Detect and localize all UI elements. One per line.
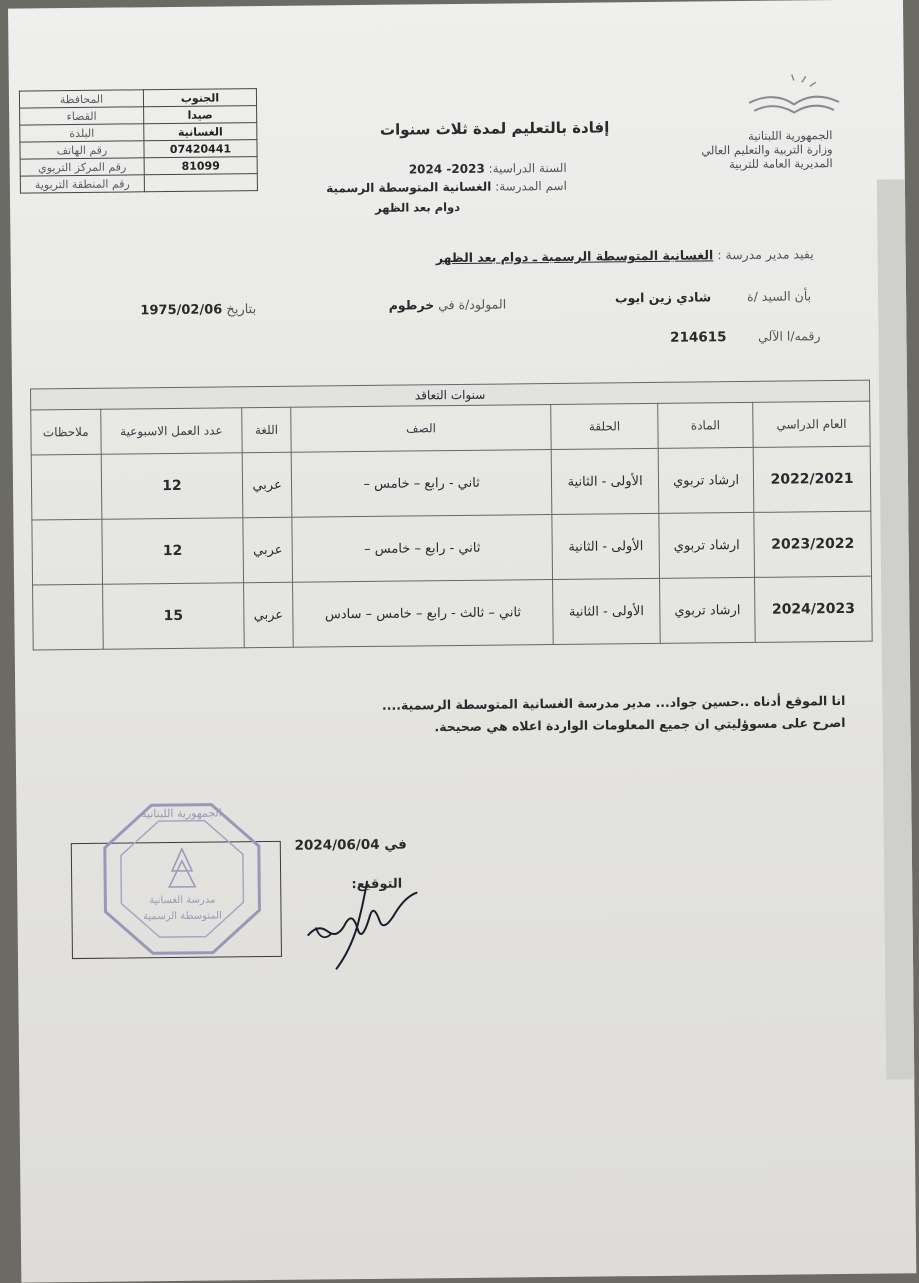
seal-text-top: الجمهورية اللبنانية xyxy=(141,806,222,821)
date-label: بتاريخ xyxy=(226,302,257,318)
column-header: عدد العمل الاسبوعية xyxy=(100,408,242,454)
ministry-line-1: الجمهورية اللبنانية xyxy=(747,128,833,143)
director-school: الغسانية المتوسطة الرسمية ـ دوام بعد الظهر xyxy=(435,247,714,266)
cell-cycle: الأولى - الثانية xyxy=(551,448,658,514)
declaration-line-2: اصرح على مسوؤليتي ان جميع المعلومات الواردة اعلاه هي صحيحة. xyxy=(434,714,846,735)
info-row xyxy=(20,174,257,193)
born-place: خرطوم xyxy=(388,297,435,313)
director-label: يفيد مدير مدرسة : xyxy=(717,246,814,263)
column-header: المادة xyxy=(658,402,754,448)
column-header: اللغة xyxy=(242,407,291,453)
signature-label: التوقيع: xyxy=(351,876,403,893)
cell-cycle: الأولى - الثانية xyxy=(553,578,660,644)
declaration-line-1: انا الموقع أدناه ..حسين جواد... مدير مدرسة الغسانية المتوسطة الرسمية.... xyxy=(381,692,846,713)
cell-notes xyxy=(31,454,101,520)
info-value: 07420441 xyxy=(144,140,257,158)
document-page xyxy=(8,0,916,1283)
cell-subject: ارشاد تربوي xyxy=(658,447,754,513)
document-title: إفادة بالتعليم لمدة ثلاث سنوات xyxy=(379,118,610,139)
ministry-logo-icon xyxy=(744,72,845,123)
cell-notes xyxy=(32,519,102,585)
birth-date-row xyxy=(140,302,256,318)
date-prefix: في xyxy=(384,836,407,853)
contract-table xyxy=(30,380,873,651)
info-value: صيدا xyxy=(144,106,257,124)
school-shift: دوام بعد الظهر xyxy=(374,199,461,215)
cell-language: عربي xyxy=(244,582,293,648)
column-header: الحلقة xyxy=(551,403,658,449)
cell-subject: ارشاد تربوي xyxy=(659,512,755,578)
id-value: 214615 xyxy=(670,329,727,346)
info-label: رقم الهاتف xyxy=(20,141,144,159)
info-value xyxy=(144,174,257,192)
person-name: شادي زين ايوب xyxy=(614,289,712,306)
table-row xyxy=(31,446,871,520)
official-seal-icon xyxy=(96,798,268,960)
cell-grades: ثاني - رابع – خامس – xyxy=(292,515,553,583)
cell-notes xyxy=(33,584,103,650)
seal-text-middle: مدرسة الغسانية xyxy=(149,894,216,907)
info-label: البلدة xyxy=(20,124,144,142)
cell-year: 2022/2021 xyxy=(753,446,871,512)
cell-language: عربي xyxy=(242,452,291,518)
column-header: العام الدراسي xyxy=(753,401,870,447)
page-edge xyxy=(877,179,914,1079)
column-header: الصف xyxy=(291,405,552,453)
school-year-value: 2023- 2024 xyxy=(408,161,485,177)
school-year-row xyxy=(409,161,567,177)
birth-date: 1975/02/06 xyxy=(140,302,223,319)
cell-cycle: الأولى - الثانية xyxy=(552,513,659,579)
table-row xyxy=(33,576,873,650)
table-row xyxy=(32,511,872,585)
cell-year: 2024/2023 xyxy=(755,576,873,642)
signature-date: 2024/06/04 xyxy=(294,836,380,854)
cell-grades: ثاني – ثالث - رابع – خامس – سادس xyxy=(292,580,553,648)
school-info-table xyxy=(19,88,258,193)
id-label: رقمه/ا الآلي xyxy=(757,328,821,344)
contract-table-caption: سنوات التعاقد xyxy=(31,380,870,410)
cell-subject: ارشاد تربوي xyxy=(659,577,755,643)
born-label: المولود/ة في xyxy=(438,296,507,313)
cell-hours: 12 xyxy=(101,453,243,519)
cell-grades: ثاني - رابع – خامس – xyxy=(291,450,552,518)
school-name-value: الغسانية المتوسطة الرسمية xyxy=(326,179,492,196)
cell-hours: 12 xyxy=(102,518,244,584)
cell-hours: 15 xyxy=(102,583,244,649)
handwritten-signature-icon xyxy=(297,872,438,973)
ministry-heading xyxy=(701,128,833,171)
cell-year: 2023/2022 xyxy=(754,511,872,577)
ministry-line-3: المديرية العامة للتربية xyxy=(728,156,833,172)
school-year-label: السنة الدراسية: xyxy=(488,160,567,176)
birthplace-row xyxy=(389,296,507,312)
school-name-label: اسم المدرسة: xyxy=(495,178,567,194)
info-value: 81099 xyxy=(144,157,257,175)
info-value: الجنوب xyxy=(143,89,256,107)
director-line xyxy=(436,246,814,265)
cell-language: عربي xyxy=(243,517,292,583)
mr-label: بأن السيد /ة xyxy=(747,288,812,304)
info-label: رقم المركز التربوي xyxy=(20,158,144,176)
column-header: ملاحظات xyxy=(31,409,101,455)
ministry-line-2: وزارة التربية والتعليم العالي xyxy=(701,142,833,158)
info-label: القضاء xyxy=(20,107,144,125)
info-label: المحافظة xyxy=(19,90,143,108)
info-value: الغسانية xyxy=(144,123,257,141)
signature-date-row xyxy=(295,837,407,854)
seal-text-bottom: المتوسطة الرسمية xyxy=(143,910,222,923)
info-label: رقم المنطقة التربوية xyxy=(20,175,144,193)
school-name-row xyxy=(326,179,567,196)
